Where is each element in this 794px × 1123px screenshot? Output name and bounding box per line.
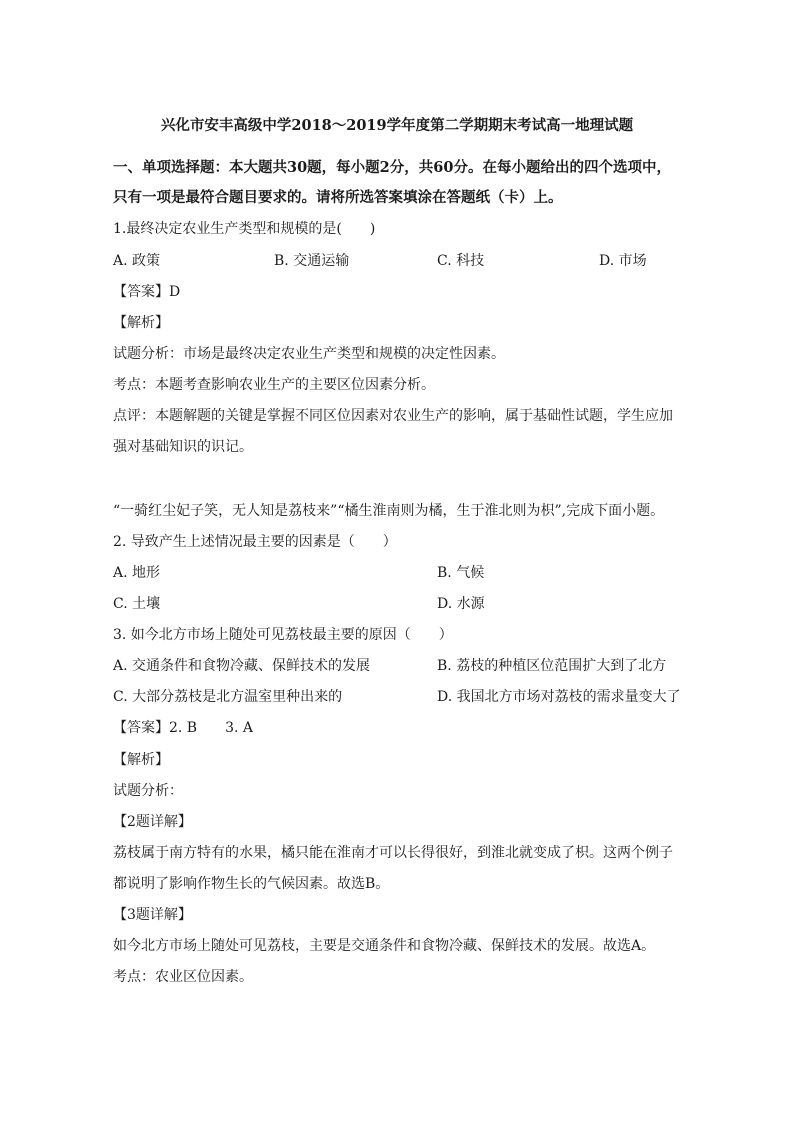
q2-option-c: C. 土壤 xyxy=(113,596,161,612)
q1-kaodian: 考点：本题考查影响农业生产的主要区位因素分析。 xyxy=(113,377,435,393)
q3-option-b: B. 荔枝的种植区位范围扩大到了北方 xyxy=(437,658,667,674)
answer-2-3: 【答案】2. B 3. A xyxy=(113,720,254,736)
q2-detail-label: 【2题详解】 xyxy=(113,814,192,830)
material-text: “一骑红尘妃子笑，无人知是荔枝来”“橘生淮南则为橘，生于淮北则为枳”,完成下面小题。 xyxy=(113,503,665,519)
q1-dianping-line1: 点评：本题解题的关键是掌握不同区位因素对农业生产的影响，属于基础性试题，学生应加 xyxy=(113,408,673,424)
q1-analysis-label: 【解析】 xyxy=(113,315,169,331)
q1-answer: 【答案】D xyxy=(113,284,181,300)
analysis-2-3-label: 【解析】 xyxy=(113,752,169,768)
q3-detail-label: 【3题详解】 xyxy=(113,907,192,923)
page-title: 兴化市安丰高级中学2018～2019学年度第二学期期末考试高一地理试题 xyxy=(160,117,634,134)
q3-option-d: D. 我国北方市场对荔枝的需求量变大了 xyxy=(437,689,681,705)
q2-option-a: A. 地形 xyxy=(113,565,161,581)
analysis-2-3-kaodian: 考点：农业区位因素。 xyxy=(113,969,253,985)
q1-option-a: A. 政策 xyxy=(113,253,161,269)
q1-option-d: D. 市场 xyxy=(599,253,647,269)
q1-dianping-line2: 强对基础知识的识记。 xyxy=(113,439,253,455)
q3-detail-line1: 如今北方市场上随处可见荔枝，主要是交通条件和食物冷藏、保鲜技术的发展。故选A。 xyxy=(113,938,656,954)
q2-option-b: B. 气候 xyxy=(437,565,485,581)
q2-detail-line2: 都说明了影响作物生长的气候因素。故选B。 xyxy=(113,876,390,892)
q3-stem: 3. 如今北方市场上随处可见荔枝最主要的原因（ ） xyxy=(113,627,453,643)
analysis-2-3-intro: 试题分析： xyxy=(113,783,183,799)
q3-option-a: A. 交通条件和食物冷藏、保鲜技术的发展 xyxy=(113,658,371,674)
q2-stem: 2. 导致产生上述情况最主要的因素是（ ） xyxy=(113,534,397,550)
q1-analysis: 试题分析：市场是最终决定农业生产类型和规模的决定性因素。 xyxy=(113,346,505,362)
q1-stem: 1.最终决定农业生产类型和规模的是( ) xyxy=(113,221,376,237)
q2-option-d: D. 水源 xyxy=(437,596,485,612)
section-heading-line1: 一、单项选择题：本大题共30题，每小题2分，共60分。在每小题给出的四个选项中， xyxy=(113,159,671,176)
q3-option-c: C. 大部分荔枝是北方温室里种出来的 xyxy=(113,689,343,705)
q2-detail-line1: 荔枝属于南方特有的水果，橘只能在淮南才可以长得很好，到淮北就变成了枳。这两个例子 xyxy=(113,845,673,861)
section-heading-line2: 只有一项是最符合题目要求的。请将所选答案填涂在答题纸（卡）上。 xyxy=(113,189,563,206)
q1-option-c: C. 科技 xyxy=(437,253,485,269)
q1-option-b: B. 交通运输 xyxy=(274,253,350,269)
